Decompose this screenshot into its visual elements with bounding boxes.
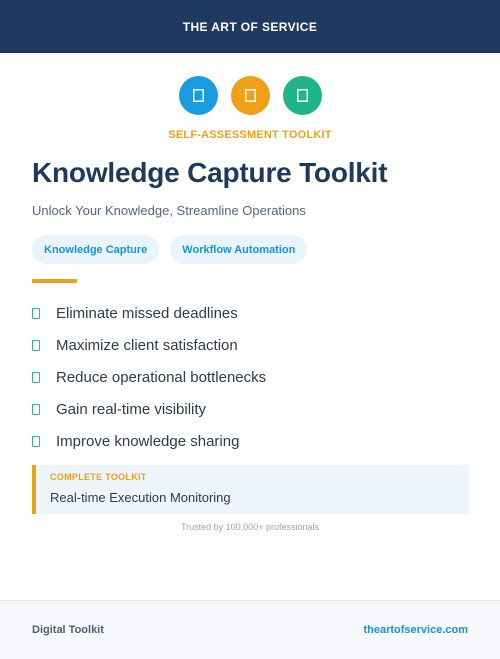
callout-label: COMPLETE TOOLKIT (50, 472, 147, 482)
footer-label: Digital Toolkit (32, 624, 104, 636)
benefit-text: Reduce operational bottlenecks (56, 368, 267, 386)
glyph-icon (245, 89, 256, 102)
check-icon (32, 340, 40, 351)
icon-row (0, 76, 500, 115)
page-subtitle: Unlock Your Knowledge, Streamline Operations (32, 203, 306, 218)
glyph-icon (297, 89, 308, 102)
benefit-list (32, 297, 266, 457)
list-item (32, 329, 266, 361)
eyebrow-label: SELF-ASSESSMENT TOOLKIT (168, 129, 332, 141)
benefit-text: Gain real-time visibility (56, 400, 207, 418)
check-icon (32, 436, 40, 447)
callout-box (32, 465, 469, 514)
tag-list (32, 235, 307, 264)
benefit-text: Eliminate missed deadlines (56, 304, 238, 322)
list-item (32, 297, 266, 329)
list-item (32, 425, 266, 457)
toolkit-icon-orange (231, 76, 270, 115)
callout-text: Real-time Execution Monitoring (50, 490, 231, 505)
trust-note: Trusted by 100,000+ professionals (180, 522, 319, 532)
check-icon (32, 308, 40, 319)
accent-divider (32, 279, 77, 283)
glyph-icon (193, 89, 204, 102)
check-icon (32, 404, 40, 415)
footer-bar (0, 600, 500, 659)
brand-name: THE ART OF SERVICE (182, 19, 318, 34)
benefit-text: Improve knowledge sharing (56, 432, 240, 450)
toolkit-icon-green (283, 76, 322, 115)
tag-workflow-automation: Workflow Automation (170, 235, 307, 264)
toolkit-icon-blue (179, 76, 218, 115)
page-title: Knowledge Capture Toolkit (32, 157, 388, 188)
website-link[interactable]: theartofservice.com (363, 624, 468, 636)
header-bar (0, 0, 500, 53)
list-item (32, 361, 266, 393)
list-item (32, 393, 266, 425)
benefit-text: Maximize client satisfaction (56, 336, 238, 354)
check-icon (32, 372, 40, 383)
tag-knowledge-capture: Knowledge Capture (32, 235, 159, 264)
